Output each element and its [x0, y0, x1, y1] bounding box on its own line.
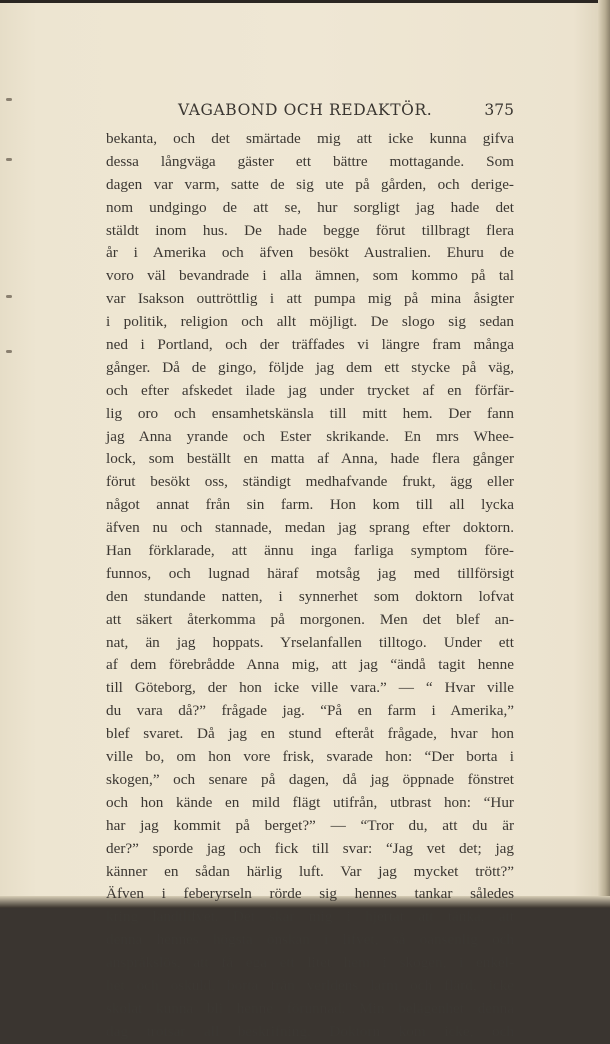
text-line: anspråkslös, att få ega ett litet hem i skogen, i enkel-: [106, 954, 514, 972]
text-line: af dem förebrådde Anna mig, att jag “ändå tagit henne: [106, 656, 514, 674]
page-header: [106, 101, 514, 123]
text-line: denna hennes högsta önskan i lifvet, så oansenlig och: [106, 931, 514, 949]
text-line: Äfven i feberyrseln rörde sig hennes tankar således: [106, 885, 514, 903]
text-line: nat, än jag hoppats. Yrselanfallen tilltogo. Under ett: [106, 633, 514, 651]
text-line: Han förklarade, att ännu inga farliga symptom före-: [106, 542, 514, 560]
text-line: het och oskuld, borta från verldens larm och flärd, icke: [106, 976, 514, 994]
text-line: dagen var varm, satte de sig ute på gården, och derige-: [106, 175, 514, 193]
text-line: skolat kunna bli henne förunnad. Min belägenhet denna: [106, 999, 514, 1017]
text-line: bekanta, och det smärtade mig att icke kunna gifva: [106, 130, 514, 147]
text-line: var Isakson outtröttlig i att pumpa mig på mina åsigter: [106, 290, 514, 308]
text-line: lig oro och ensamhetskänsla till mitt hem. Der fann: [106, 404, 514, 422]
text-line: i politik, religion och allt möjligt. De slogo sig sedan: [106, 313, 514, 331]
text-line: nom undgingo de att se, hur sorgligt jag hade det: [106, 198, 514, 216]
text-line: äfven nu och stannade, medan jag sprang efter doktorn.: [106, 519, 514, 537]
margin-mark: [6, 158, 12, 161]
text-line: stäldt inom hus. De hade begge förut tillbragt flera: [106, 221, 514, 239]
page-right-edge: [598, 0, 610, 908]
text-line: år i Amerika och äfven besökt Australien. Ehuru de: [106, 244, 514, 262]
text-line: jag Anna yrande och Ester skrikande. En mrs Whee-: [106, 427, 514, 445]
page-top-edge: [0, 0, 610, 3]
text-line: till Göteborg, der hon icke ville vara.” — “ Hvar ville: [106, 679, 514, 697]
text-line: voro väl bevandrade i alla ämnen, som kommo på tal: [106, 267, 514, 285]
text-line: dag trotsar all beskrifning. Doktorn kom icke, och: [106, 1022, 514, 1040]
margin-mark: [6, 98, 12, 101]
text-line: du vara då?” frågade jag. “På en farm i Amerika,”: [106, 702, 514, 720]
text-line: funnos, och lugnad häraf motsåg jag med tillförsigt: [106, 564, 514, 582]
text-line: ned i Portland, och der träffades vi längre fram många: [106, 336, 514, 354]
text-line: blef svaret. Då jag en stund efteråt frågade, hvar hon: [106, 725, 514, 743]
text-line: kring landtlifvet. Det skar mig i hjertat att tänka, att: [106, 908, 514, 926]
body-text: [106, 128, 514, 1044]
margin-mark: [6, 295, 12, 298]
margin-mark: [6, 350, 12, 353]
text-line: dessa långväga gäster ett bättre mottagande. Som: [106, 152, 514, 170]
text-line: att säkert återkomma på morgonen. Men det blef an-: [106, 610, 514, 628]
text-line: lock, som beställt en matta af Anna, hade flera gånger: [106, 450, 514, 468]
text-line: den stundande natten, i synnerhet som doktorn lofvat: [106, 587, 514, 605]
text-line: gånger. Då de gingo, följde jag dem ett stycke på väg,: [106, 358, 514, 376]
text-line: förut besökt oss, ständigt medhafvande frukt, ägg eller: [106, 473, 514, 491]
page-number: 375: [484, 101, 514, 119]
text-line: något annat från sin farm. Hon kom till all lycka: [106, 496, 514, 514]
text-line: skogen,” och senare på dagen, då jag öppnade fönstret: [106, 770, 514, 788]
text-line: och efter afskedet ilade jag under trycket af en förfär-: [106, 381, 514, 399]
running-head: VAGABOND OCH REDAKTÖR.: [178, 101, 433, 119]
text-line: och hon kände en mild flägt utifrån, utbrast hon: “Hur: [106, 793, 514, 811]
text-line: der?” sporde jag och fick till svar: “Jag vet det; jag: [106, 839, 514, 857]
text-line: känner en sådan härlig luft. Var jag mycket trött?”: [106, 862, 514, 880]
text-line: har jag kommit på berget?” — “Tror du, att du är: [106, 816, 514, 834]
text-line: ville bo, om hon vore frisk, svarade hon: “Der borta i: [106, 748, 514, 766]
